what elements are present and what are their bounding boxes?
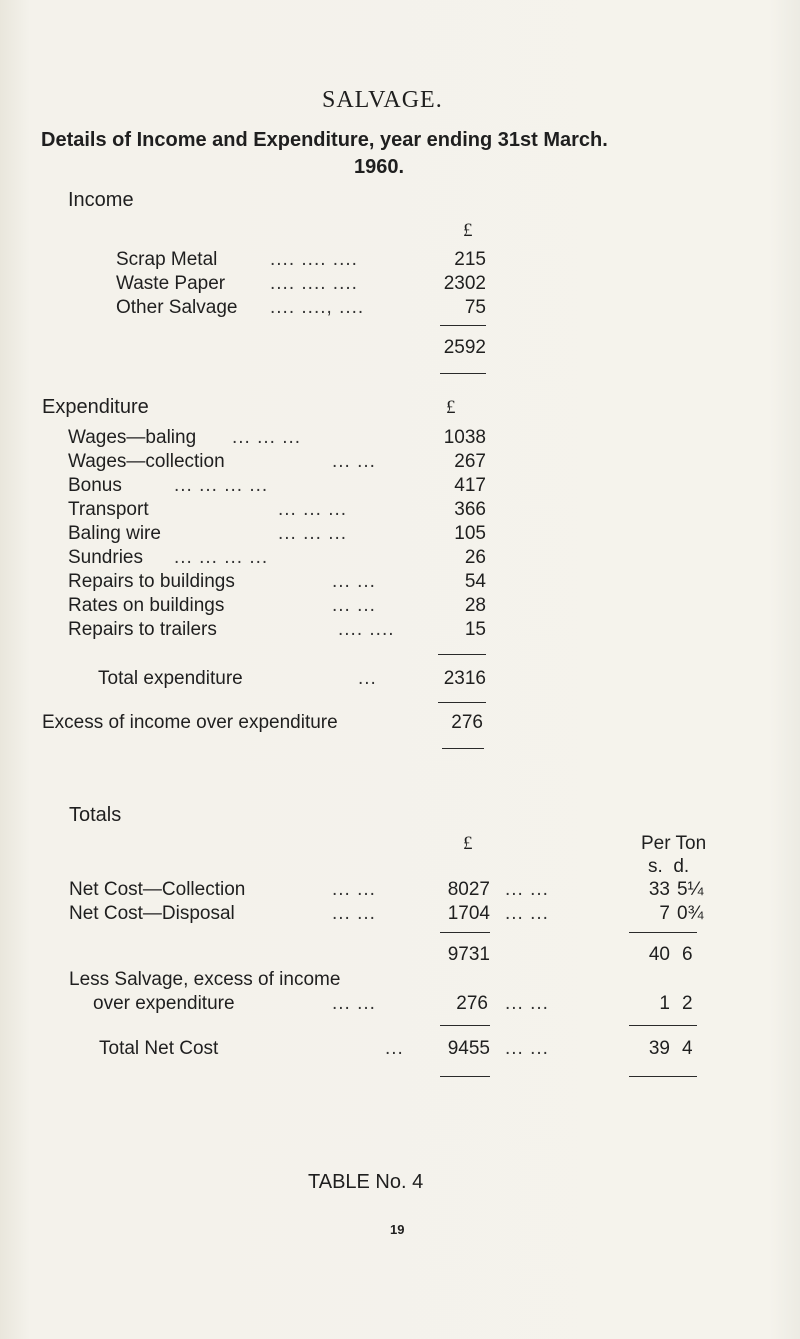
expenditure-dots: ... ... ... — [278, 499, 348, 520]
expenditure-label: Wages—collection — [68, 451, 225, 472]
expenditure-currency-symbol: £ — [446, 397, 456, 418]
income-currency-symbol: £ — [463, 220, 473, 241]
totals-currency-symbol: £ — [463, 833, 473, 854]
expenditure-dots: ... ... ... — [278, 523, 348, 544]
less-salvage-shillings: 1 — [659, 993, 670, 1014]
excess-label: Excess of income over expenditure — [42, 712, 338, 733]
less-salvage-dots-left: ... ... — [332, 993, 376, 1014]
less-salvage-amount: 276 — [456, 993, 488, 1014]
total-net-cost-pence: 4 — [682, 1038, 693, 1059]
totals-row-label: Net Cost—Collection — [69, 879, 246, 900]
totals-row-pence: 0¾ — [677, 903, 704, 924]
expenditure-dots: ... ... ... — [232, 427, 302, 448]
expenditure-dots: ... ... — [332, 451, 376, 472]
totals-row-dots-right: ... ... — [505, 903, 549, 924]
less-salvage-pence: 2 — [682, 993, 693, 1014]
income-amount: 2302 — [443, 273, 486, 294]
totals-row-dots-left: ... ... — [332, 879, 376, 900]
total-net-cost-dots-left: ... — [385, 1038, 404, 1059]
income-total-rule — [440, 373, 486, 374]
total-expenditure-label: Total expenditure — [98, 668, 243, 689]
page-title: SALVAGE. — [322, 87, 443, 113]
page-number: 19 — [390, 1222, 405, 1237]
totals-row-dots-right: ... ... — [505, 879, 549, 900]
expenditure-dots: ... ... ... ... — [174, 475, 269, 496]
totals-amount-sum-rule — [440, 932, 490, 933]
expenditure-dots: ... ... — [332, 571, 376, 592]
less-salvage-label-line-1: Less Salvage, excess of income — [69, 969, 341, 990]
total-net-cost-amount: 9455 — [447, 1038, 490, 1059]
totals-row-amount: 8027 — [447, 879, 490, 900]
net-perton-total-rule — [629, 1076, 697, 1077]
totals-row-shillings: 7 — [659, 903, 670, 924]
totals-row-amount: 1704 — [447, 903, 490, 924]
excess-amount: 276 — [451, 712, 483, 733]
subtitle-line-2: 1960. — [354, 156, 405, 178]
income-total: 2592 — [443, 337, 486, 358]
total-expenditure-amount: 2316 — [443, 668, 486, 689]
income-heading: Income — [68, 189, 134, 211]
totals-row-pence: 5¼ — [677, 879, 704, 900]
net-amount-total-rule — [440, 1076, 490, 1077]
expenditure-label: Rates on buildings — [68, 595, 225, 616]
expenditure-amount: 15 — [464, 619, 486, 640]
expenditure-label: Wages—baling — [68, 427, 197, 448]
income-amount: 215 — [454, 249, 486, 270]
expenditure-amount: 26 — [464, 547, 486, 568]
expenditure-label: Repairs to buildings — [68, 571, 235, 592]
expenditure-dots: ... ... — [332, 595, 376, 616]
excess-rule — [442, 748, 484, 749]
income-sum-rule — [440, 325, 486, 326]
totals-heading: Totals — [69, 804, 122, 826]
expenditure-label: Repairs to trailers — [68, 619, 217, 640]
net-perton-rule — [629, 1025, 697, 1026]
expenditure-amount: 54 — [464, 571, 486, 592]
expenditure-amount: 417 — [454, 475, 486, 496]
shillings-pence-header: s. d. — [648, 856, 690, 877]
expenditure-label: Bonus — [68, 475, 122, 496]
expenditure-label: Baling wire — [68, 523, 161, 544]
income-dots: .... ...., .... — [270, 297, 365, 318]
expenditure-sum-rule — [438, 654, 486, 655]
expenditure-amount: 28 — [464, 595, 486, 616]
less-salvage-label-line-2: over expenditure — [93, 993, 235, 1014]
per-ton-header: Per Ton — [641, 833, 707, 854]
expenditure-heading: Expenditure — [42, 396, 149, 418]
income-label: Other Salvage — [116, 297, 238, 318]
income-label: Scrap Metal — [116, 249, 218, 270]
expenditure-dots: ... ... ... ... — [174, 547, 269, 568]
income-label: Waste Paper — [116, 273, 226, 294]
table-number-label: TABLE No. 4 — [308, 1171, 424, 1193]
totals-row-label: Net Cost—Disposal — [69, 903, 235, 924]
net-amount-rule — [440, 1025, 490, 1026]
totals-row-dots-left: ... ... — [332, 903, 376, 924]
income-dots: .... .... .... — [270, 273, 358, 294]
totals-row-shillings: 33 — [648, 879, 670, 900]
income-dots: .... .... .... — [270, 249, 358, 270]
total-expenditure-rule — [438, 702, 486, 703]
expenditure-amount: 105 — [454, 523, 486, 544]
income-amount: 75 — [464, 297, 486, 318]
total-net-cost-shillings: 39 — [648, 1038, 670, 1059]
expenditure-amount: 366 — [454, 499, 486, 520]
expenditure-label: Transport — [68, 499, 149, 520]
expenditure-label: Sundries — [68, 547, 143, 568]
totals-perton-sum-rule — [629, 932, 697, 933]
expenditure-amount: 1038 — [443, 427, 486, 448]
total-net-cost-dots-right: ... ... — [505, 1038, 549, 1059]
subtotal-pence: 6 — [682, 944, 693, 965]
expenditure-dots: .... .... — [338, 619, 395, 640]
expenditure-amount: 267 — [454, 451, 486, 472]
subtitle-line-1: Details of Income and Expenditure, year ending 31st March. — [41, 129, 608, 151]
less-salvage-dots-right: ... ... — [505, 993, 549, 1014]
total-expenditure-dots: ... — [358, 668, 377, 689]
subtotal-shillings: 40 — [648, 944, 670, 965]
total-net-cost-label: Total Net Cost — [99, 1038, 219, 1059]
subtotal-amount: 9731 — [447, 944, 490, 965]
